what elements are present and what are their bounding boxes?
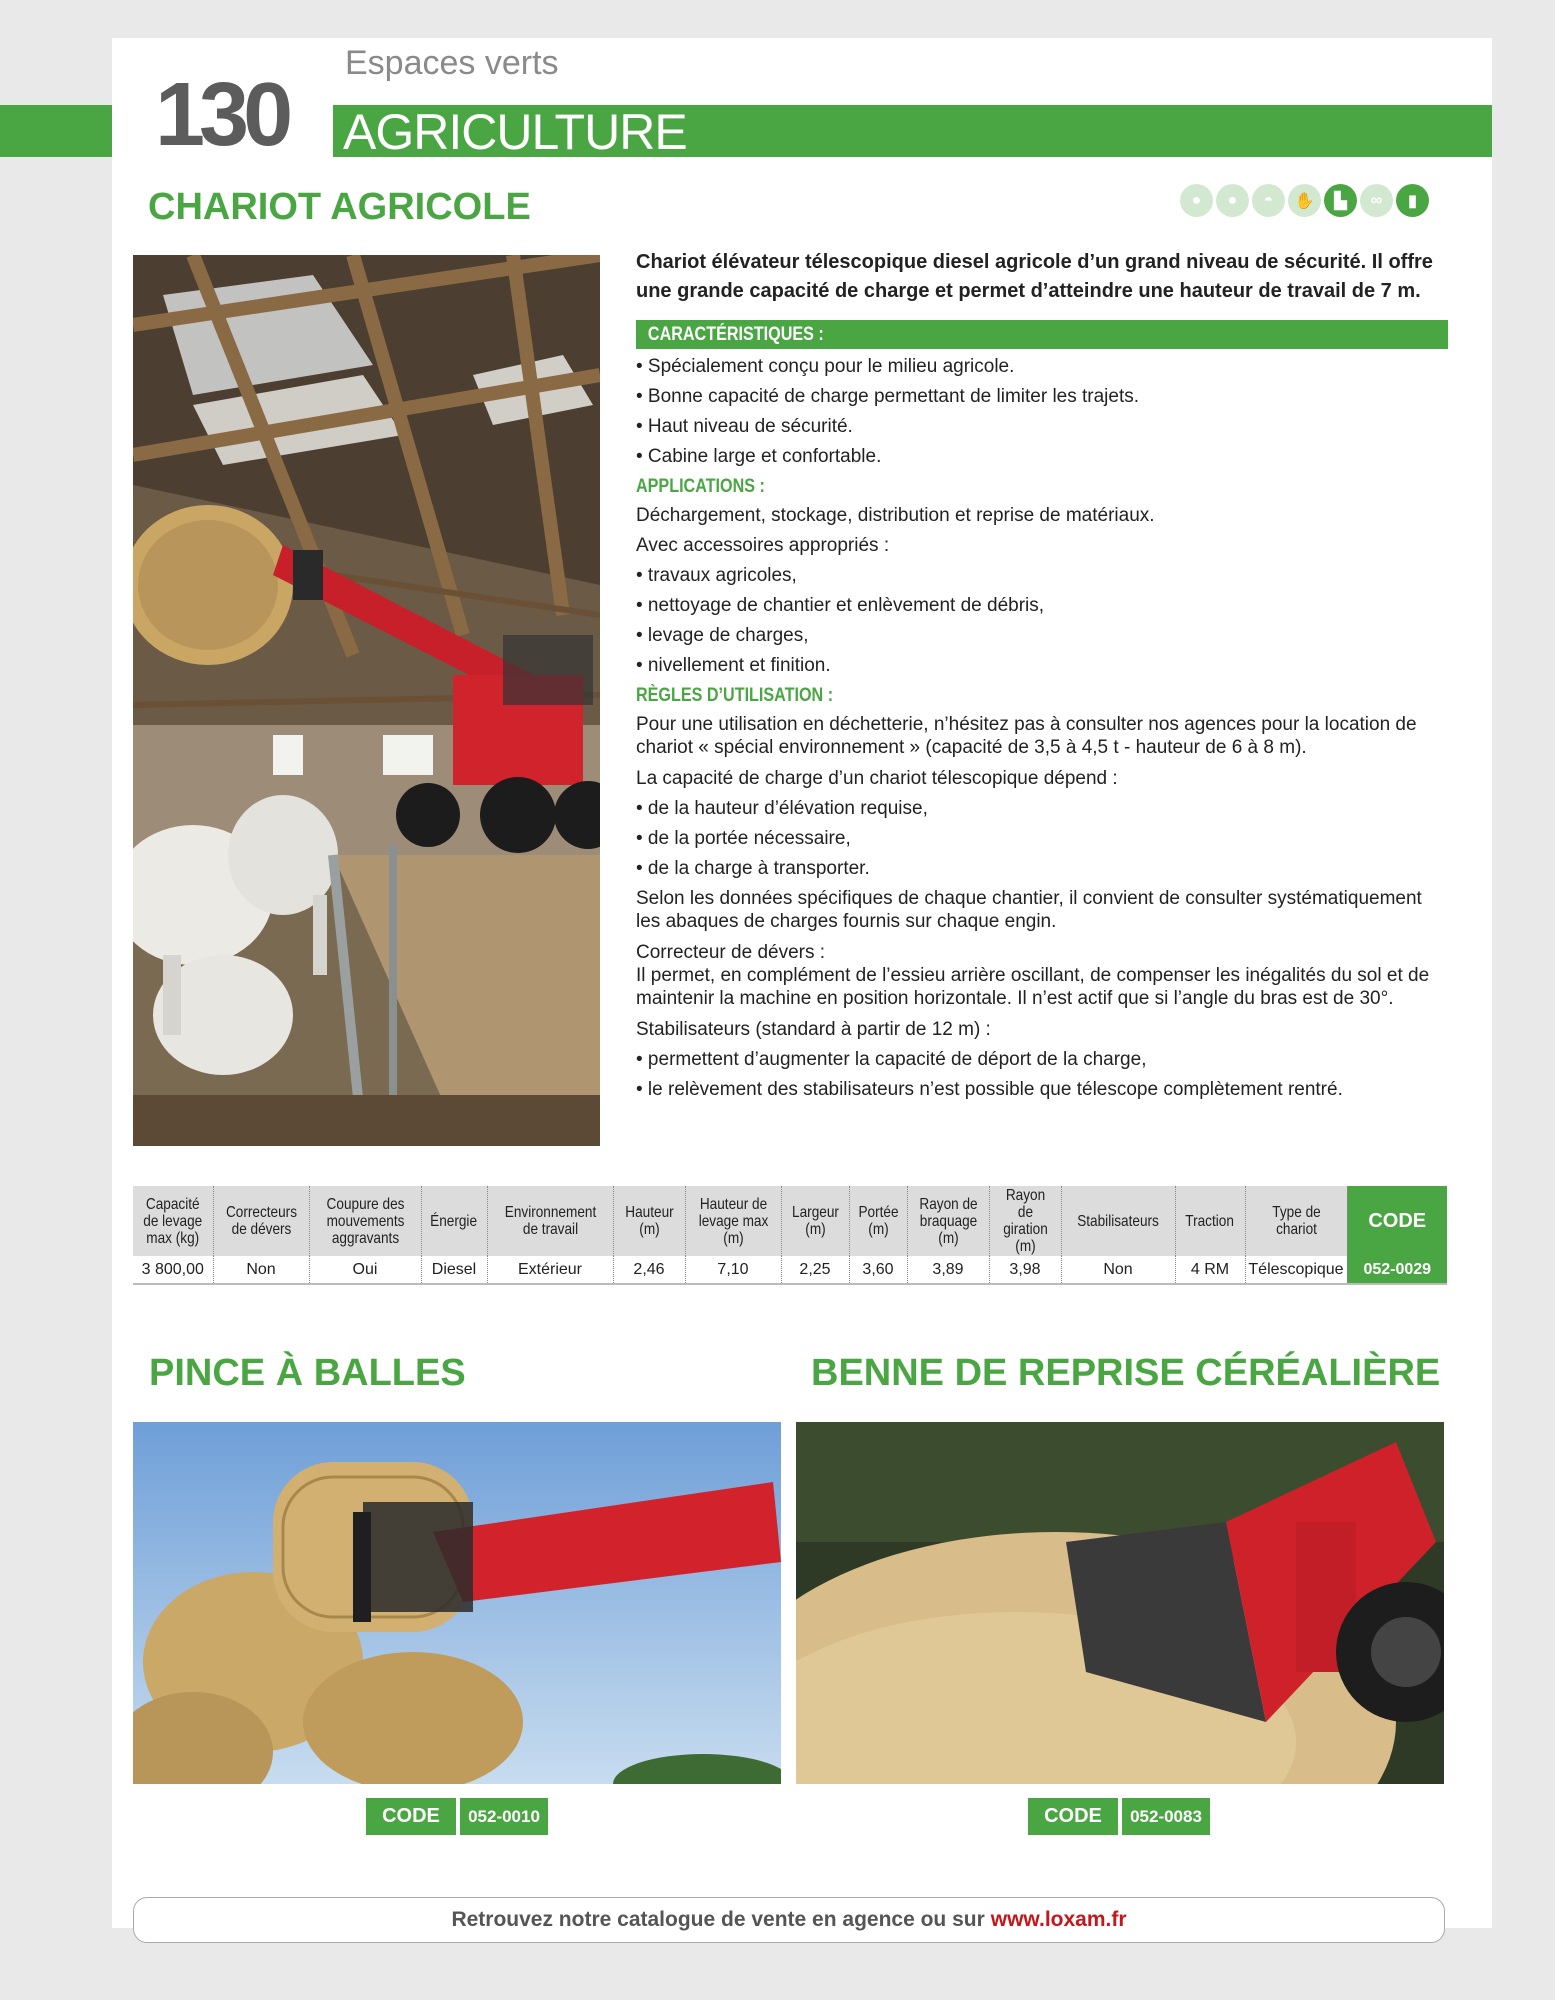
spec-header: Portée (m)	[849, 1186, 907, 1256]
spec-header: Rayon de giration (m)	[989, 1186, 1061, 1256]
spec-header: Type de chariot	[1245, 1186, 1347, 1256]
section-banner	[333, 104, 1492, 160]
characteristic-item: • Spécialement conçu pour le milieu agricole.	[636, 356, 1015, 377]
product-description: Chariot élévateur télescopique diesel agricole d’un grand niveau de sécurité. Il offre une grande capacité de charge et permet d’atteindre une hauteur de travail de 7 m.	[636, 251, 1433, 302]
code-label: CODE	[1028, 1798, 1118, 1835]
grain-bucket-code	[1028, 1798, 1210, 1835]
application-item: • travaux agricoles,	[636, 565, 797, 586]
applications-accessories: Avec accessoires appropriés :	[636, 535, 890, 556]
section-subtitle: Espaces verts	[345, 44, 559, 82]
rules-paragraph: Correcteur de dévers :	[636, 942, 826, 963]
vest-icon: ▮	[1396, 184, 1429, 217]
spec-cell: 2,25	[781, 1256, 849, 1284]
code-value: 052-0010	[460, 1798, 548, 1835]
bale-clamp-code	[366, 1798, 548, 1835]
boots-icon: ▙	[1324, 184, 1357, 217]
spec-table-row	[133, 1256, 1447, 1284]
eye-protection-icon: ∞	[1360, 184, 1393, 217]
footer-banner	[133, 1897, 1445, 1943]
telehandler-barn-photo	[133, 255, 600, 1146]
spec-header: Rayon de braquage (m)	[907, 1186, 989, 1256]
spec-cell: 4 RM	[1175, 1256, 1245, 1284]
spec-header: Environnement de travail	[487, 1186, 613, 1256]
bale-clamp-photo	[133, 1422, 781, 1784]
characteristics-header-bar	[636, 320, 1448, 349]
spec-cell: Non	[1061, 1256, 1175, 1284]
footer-text: Retrouvez notre catalogue de vente en agence ou sur	[451, 1908, 985, 1931]
spec-cell: 7,10	[685, 1256, 781, 1284]
applications-title: APPLICATIONS :	[636, 476, 765, 497]
code-label: CODE	[366, 1798, 456, 1835]
rules-paragraph: Stabilisateurs (standard à partir de 12 m) :	[636, 1019, 991, 1040]
spec-header: Coupure des mouvements aggravants	[309, 1186, 421, 1256]
ear-protection-icon: ●	[1180, 184, 1213, 217]
rules-item: • de la portée nécessaire,	[636, 828, 851, 849]
spec-cell: Non	[213, 1256, 309, 1284]
spec-cell: Extérieur	[487, 1256, 613, 1284]
rules-item: • de la hauteur d’élévation requise,	[636, 798, 928, 819]
spec-cell: 2,46	[613, 1256, 685, 1284]
rules-paragraph: Selon les données spécifiques de chaque chantier, il convient de consulter systématiquement les abaques de charges fournis sur chaque engin.	[636, 888, 1422, 932]
product-details	[636, 320, 1448, 1108]
spec-cell: Oui	[309, 1256, 421, 1284]
application-item: • levage de charges,	[636, 625, 809, 646]
rules-paragraph: Il permet, en complément de l’essieu arrière oscillant, de compenser les inégalités du sol et de maintenir la machine en position horizontale. Il n’est actif que si l’angle du bras est de 30°.	[636, 965, 1430, 1009]
applications-intro: Déchargement, stockage, distribution et reprise de matériaux.	[636, 505, 1155, 526]
spec-cell: Diesel	[421, 1256, 487, 1284]
characteristics-title: CARACTÉRISTIQUES :	[647, 324, 824, 345]
accessory-title-grain-bucket: BENNE DE REPRISE CÉRÉALIÈRE	[811, 1352, 1441, 1394]
spec-table-header-row	[133, 1186, 1447, 1256]
spec-cell: 3,60	[849, 1256, 907, 1284]
rules-paragraph: La capacité de charge d’un chariot télescopique dépend :	[636, 768, 1118, 789]
spec-header: Correcteurs de dévers	[213, 1186, 309, 1256]
page-number: 130	[155, 65, 288, 165]
rules-paragraph: Pour une utilisation en déchetterie, n’hésitez pas à consulter nos agences pour la location de chariot « spécial environnement » (capacité de 3,5 à 4,5 t - hauteur de 6 à 8 m).	[636, 714, 1417, 758]
spec-cell: 3,89	[907, 1256, 989, 1284]
characteristic-item: • Cabine large et confortable.	[636, 446, 882, 467]
spec-cell: 3 800,00	[133, 1256, 213, 1284]
section-title: AGRICULTURE	[343, 104, 687, 160]
spec-cell: 3,98	[989, 1256, 1061, 1284]
left-green-band	[0, 105, 112, 157]
code-value: 052-0083	[1122, 1798, 1210, 1835]
helmet-icon: ◓	[1252, 184, 1285, 217]
spec-header: Largeur (m)	[781, 1186, 849, 1256]
product-title: CHARIOT AGRICOLE	[148, 186, 531, 228]
gloves-icon: ●	[1216, 184, 1249, 217]
rules-item: • le relèvement des stabilisateurs n’est possible que télescope complètement rentré.	[636, 1079, 1343, 1100]
footer-link[interactable]: www.loxam.fr	[990, 1908, 1127, 1931]
safety-icons	[1180, 184, 1429, 217]
spec-header: Hauteur (m)	[613, 1186, 685, 1256]
glove-icon: ✋	[1288, 184, 1321, 217]
spec-header: Hauteur de levage max (m)	[685, 1186, 781, 1256]
spec-table	[133, 1186, 1447, 1285]
spec-header: Traction	[1175, 1186, 1245, 1256]
spec-cell: Télescopique	[1245, 1256, 1347, 1284]
spec-code-header: CODE	[1347, 1186, 1447, 1256]
spec-code-value: 052-0029	[1347, 1256, 1447, 1284]
application-item: • nettoyage de chantier et enlèvement de débris,	[636, 595, 1045, 616]
accessory-title-bale-clamp: PINCE À BALLES	[149, 1352, 466, 1394]
application-item: • nivellement et finition.	[636, 655, 831, 676]
rules-item: • de la charge à transporter.	[636, 858, 870, 879]
grain-bucket-photo	[796, 1422, 1444, 1784]
spec-header: Capacité de levage max (kg)	[133, 1186, 213, 1256]
rules-item: • permettent d’augmenter la capacité de déport de la charge,	[636, 1049, 1147, 1070]
spec-header: Stabilisateurs	[1061, 1186, 1175, 1256]
characteristic-item: • Haut niveau de sécurité.	[636, 416, 853, 437]
spec-header: Énergie	[421, 1186, 487, 1256]
rules-title: RÈGLES D’UTILISATION :	[636, 685, 834, 706]
characteristic-item: • Bonne capacité de charge permettant de limiter les trajets.	[636, 386, 1140, 407]
